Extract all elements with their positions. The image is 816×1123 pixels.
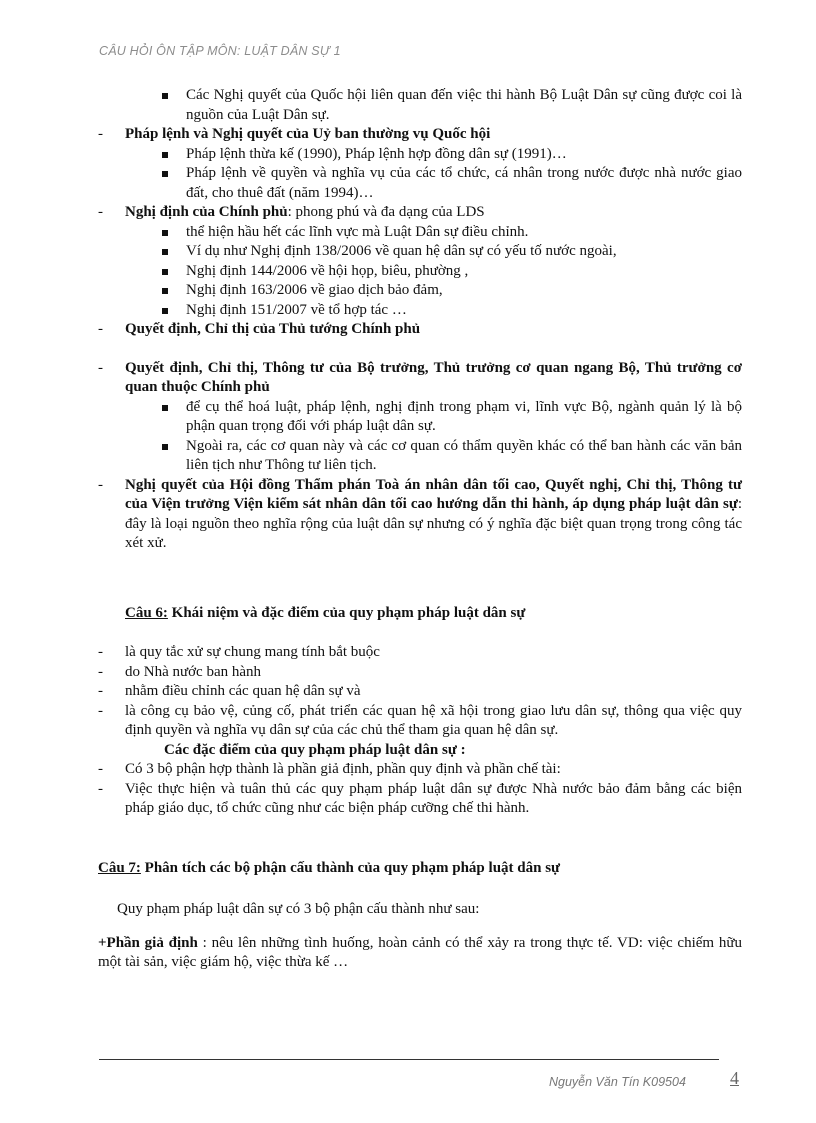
dash-item: - Quyết định, Chỉ thị của Thủ tướng Chính phủ [98,320,742,340]
dash-item: - Quyết định, Chỉ thị, Thông tư của Bộ trưởng, Thủ trưởng cơ quan ngang Bộ, Thủ trưởng cơ quan thuộc Chính phủ [98,359,742,395]
dash-item: - Có 3 bộ phận hợp thành là phần giả định, phần quy định và phần chế tài: [98,760,742,780]
square-bullet-icon [162,269,168,275]
bullet-item: Pháp lệnh về quyền và nghĩa vụ của các tổ chức, cá nhân trong nước được nhà nước giao đất, cho thuê đất (năm 1994)… [98,164,742,203]
sub-heading: Các đặc điểm của quy phạm pháp luật dân sự : [164,741,466,758]
dash-item: - là công cụ bảo vệ, củng cố, phát triển các quan hệ xã hội trong giao lưu dân sự, thông qua việc quy định quyền và nghĩa vụ dân sự của các chủ thể tham gia quan hệ dân sự. [98,702,742,738]
dash-marker: - [98,644,103,660]
bullet-item: Pháp lệnh thừa kế (1990), Pháp lệnh hợp đồng dân sự (1991)… [98,145,742,165]
dash-marker: - [98,663,103,680]
dash-marker: - [98,126,103,142]
bullet-item: Nghị định 151/2007 về tổ hợp tác … [98,301,742,321]
bullet-item: Ngoài ra, các cơ quan này và các cơ quan có thẩm quyền khác có thể ban hành các văn bản liên tịch như Thông tư liên tịch. [98,437,742,476]
dash-item: - nhằm điều chỉnh các quan hệ dân sự và [98,682,742,702]
dash-item: - do Nhà nước ban hành [98,663,742,683]
dash-item: - Pháp lệnh và Nghị quyết của Uỷ ban thường vụ Quốc hội [98,125,742,145]
dash-item: - là quy tắc xử sự chung mang tính bắt buộc [98,643,742,663]
bullet-item: Nghị định 163/2006 về giao dịch bảo đảm, [98,281,742,301]
square-bullet-icon [162,288,168,294]
bullet-item: Ví dụ như Nghị định 138/2006 về quan hệ dân sự có yếu tố nước ngoài, [98,242,742,262]
dash-item: - Nghị quyết của Hội đồng Thẩm phán Toà án nhân dân tối cao, Quyết nghị, Chỉ thị, Thông tư của Viện trưởng Viện kiểm sát nhân dân tối cao hướng dẫn thi hành, áp dụng pháp luật dân sự: đây là loại nguồn theo nghĩa rộng của luật dân sự nhưng có ý nghĩa đặc biệt quan trọng trong công tác xét xử. [98,476,742,551]
square-bullet-icon [162,405,168,411]
bullet-item: để cụ thể hoá luật, pháp lệnh, nghị định trong phạm vi, lĩnh vực Bộ, ngành quản lý là bộ phận quan trọng đối với pháp luật dân sự. [98,398,742,437]
square-bullet-icon [162,308,168,314]
dash-marker: - [98,476,103,493]
square-bullet-icon [162,152,168,158]
page-header: CÂU HỎI ÔN TẬP MÔN: LUẬT DÂN SỰ 1 [99,44,341,58]
footer-divider [99,1059,719,1060]
footer-author: Nguyễn Văn Tín K09504 [549,1075,686,1089]
square-bullet-icon [162,171,168,177]
dash-marker: - [98,683,103,699]
dash-marker: - [98,321,103,337]
question-heading: Câu 6: Khái niệm và đặc điểm của quy phạm pháp luật dân sự [125,604,526,621]
paragraph: +Phần giả định : nêu lên những tình huống, hoàn cảnh có thể xảy ra trong thực tế. VD: việc chiếm hữu một tài sản, việc giám hộ, việc thừa kế … [98,934,742,970]
question-heading: Câu 7: Phân tích các bộ phận cấu thành của quy phạm pháp luật dân sự [98,859,561,876]
square-bullet-icon [162,249,168,255]
dash-marker: - [98,761,103,777]
paragraph: Quy phạm pháp luật dân sự có 3 bộ phận cấu thành như sau: [117,901,480,917]
dash-marker: - [98,204,103,220]
page-number: 4 [730,1068,739,1088]
bullet-item: thể hiện hầu hết các lĩnh vực mà Luật Dân sự điều chỉnh. [98,223,742,243]
square-bullet-icon [162,444,168,450]
square-bullet-icon [162,93,168,99]
bullet-item: Các Nghị quyết của Quốc hội liên quan đến việc thi hành Bộ Luật Dân sự cũng được coi là nguồn của Luật Dân sự. [98,86,742,125]
square-bullet-icon [162,230,168,236]
page-content [98,86,742,973]
dash-item: - Nghị định của Chính phủ: phong phú và đa dạng của LDS [98,203,742,223]
dash-item: - Việc thực hiện và tuân thủ các quy phạm pháp luật dân sự được Nhà nước bảo đảm bằng các biện pháp giáo dục, tổ chức cũng như các biện pháp cưỡng chế thi hành. [98,780,742,816]
dash-marker: - [98,780,103,797]
dash-marker: - [98,702,103,719]
bullet-item: Nghị định 144/2006 về hội họp, biêu, phường , [98,262,742,282]
dash-marker: - [98,359,103,376]
